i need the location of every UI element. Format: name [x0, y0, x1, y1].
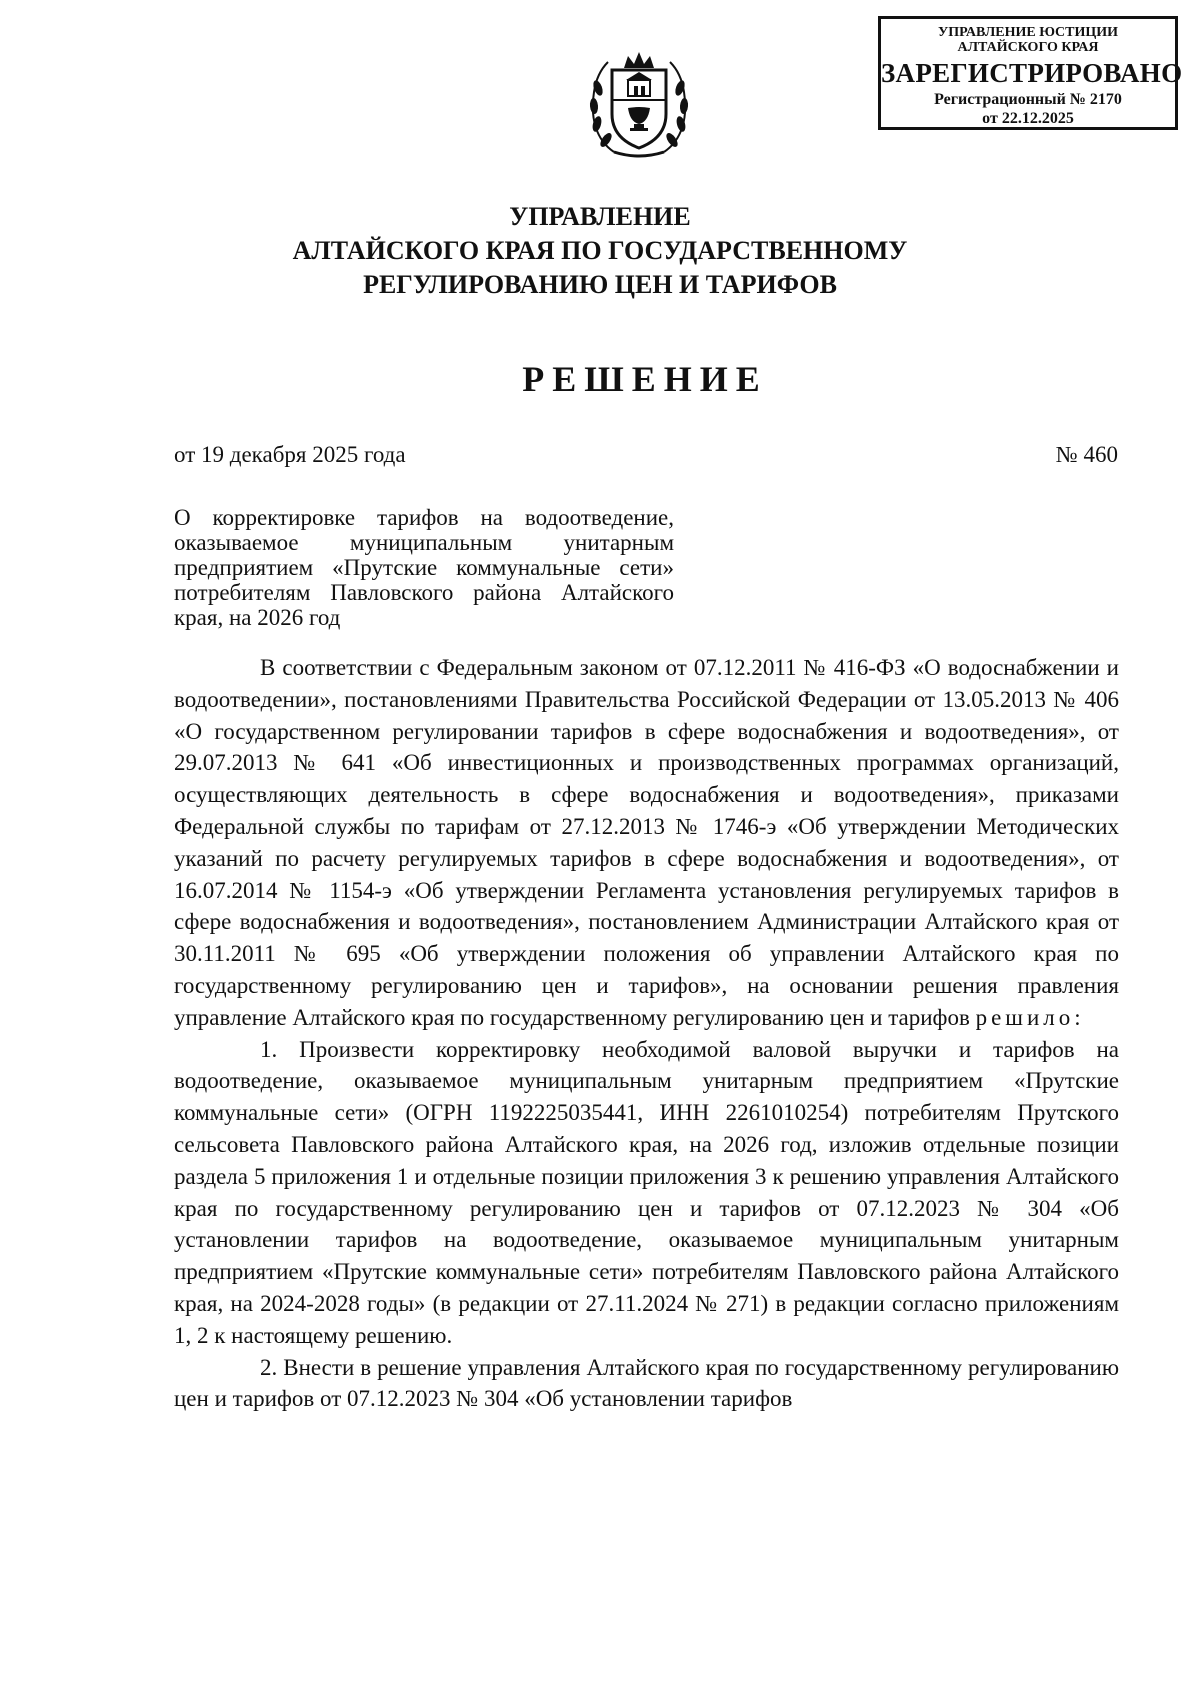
stamp-reg-date: от 22.12.2025 — [982, 110, 1074, 127]
document-body — [174, 652, 1119, 1415]
agency-name-line1: УПРАВЛЕНИЕ — [509, 202, 691, 231]
preamble-text: В соответствии с Федеральным законом от 07.12.2011 № 416-ФЗ «О водоснабжении и водоотведении», постановлениями Правительства Российской Федерации от 13.05.2013 № 406 «О государственном регулировании тарифов в сфере водоснабжения и водоотведения», от 29.07.2013 № 641 «Об инвестиционных и производственных программах организаций, осуществляющих деятельность в сфере водоснабжения и водоотведения», приказами Федеральной службы по тарифам от 27.12.2013 № 1746-э «Об утверждении Методических указаний по расчету регулируемых тарифов в сфере водоснабжения и водоотведения», от 16.07.2014 № 1154-э «Об утверждении Регламента установления регулируемых тарифов в сфере водоснабжения и водоотведения», постановлением Администрации Алтайского края от 30.11.2011 № 695 «Об утверждении положения об управлении Алтайского края по государственному регулированию цен и тарифов», на основании решения правления управление Алтайского края по государственному регулированию цен и тарифов — [174, 655, 1119, 1030]
stamp-reg-number: Регистрационный № 2170 — [934, 91, 1122, 108]
item-1-paragraph: 1. Произвести корректировку необходимой валовой выручки и тарифов на водоотведение, оказываемое муниципальным унитарным предприятием «Прутские коммунальные сети» (ОГРН 1192225035441, ИНН 2261010254) потребителям Прутского сельсовета Павловского района Алтайского края, на 2026 год, изложив отдельные позиции раздела 5 приложения 1 и отдельные позиции приложения 3 к решению управления Алтайского края по государственному регулированию цен и тарифов от 07.12.2023 № 304 «Об установлении тарифов на водоотведение, оказываемое муниципальным унитарным предприятием «Прутские коммунальные сети» потребителям Павловского района Алтайского края, на 2024-2028 годы» (в редакции от 27.11.2024 № 271) в редакции согласно приложениям 1, 2 к настоящему решению. — [174, 1036, 1119, 1348]
item-2-paragraph: 2. Внести в решение управления Алтайского края по государственному регулированию цен и тарифов от 07.12.2023 № 304 «Об установлении тарифов — [174, 1354, 1119, 1412]
coat-of-arms-icon — [584, 48, 694, 164]
document-subject: О корректировке тарифов на водоотведение, оказываемое муниципальным унитарным предприятием «Прутские коммунальные сети» потребителям Павловского района Алтайского края, на 2026 год — [174, 505, 674, 630]
registration-stamp — [878, 16, 1183, 130]
stamp-authority-line1: УПРАВЛЕНИЕ ЮСТИЦИИ — [938, 25, 1118, 40]
document-date: от 19 декабря 2025 года — [174, 442, 406, 467]
agency-name-line2: АЛТАЙСКОГО КРАЯ ПО ГОСУДАРСТВЕННОМУ — [292, 236, 908, 265]
document-number: № 460 — [1055, 442, 1118, 467]
document-type-title: РЕШЕНИЕ — [522, 359, 768, 399]
preamble-paragraph: В соответствии с Федеральным законом от 07.12.2011 № 416-ФЗ «О водоснабжении и водоотведении», постановлениями Правительства Российской Федерации от 13.05.2013 № 406 «О государственном регулировании тарифов в сфере водоснабжения и водоотведения», от 29.07.2013 № 641 «Об инвестиционных и производственных программах организаций, осуществляющих деятельность в сфере водоснабжения и водоотведения», приказами Федеральной службы по тарифам от 27.12.2013 № 1746-э «Об утверждении Методических указаний по расчету регулируемых тарифов в сфере водоснабжения и водоотведения», от 16.07.2014 № 1154-э «Об утверждении Регламента установления регулируемых тарифов в сфере водоснабжения и водоотведения», постановлением Администрации Алтайского края от 30.11.2011 № 695 «Об утверждении положения об управлении Алтайского края по государственному регулированию цен и тарифов», на основании решения правления управление Алтайского края по государственному регулированию цен и тарифов решило: — [174, 655, 1119, 1030]
stamp-status: ЗАРЕГИСТРИРОВАНО — [881, 58, 1183, 88]
agency-name — [0, 200, 1200, 302]
decided-word: решило — [975, 1004, 1075, 1030]
agency-name-line3: РЕГУЛИРОВАНИЮ ЦЕН И ТАРИФОВ — [363, 270, 837, 299]
stamp-authority-line2: АЛТАЙСКОГО КРАЯ — [957, 40, 1099, 55]
